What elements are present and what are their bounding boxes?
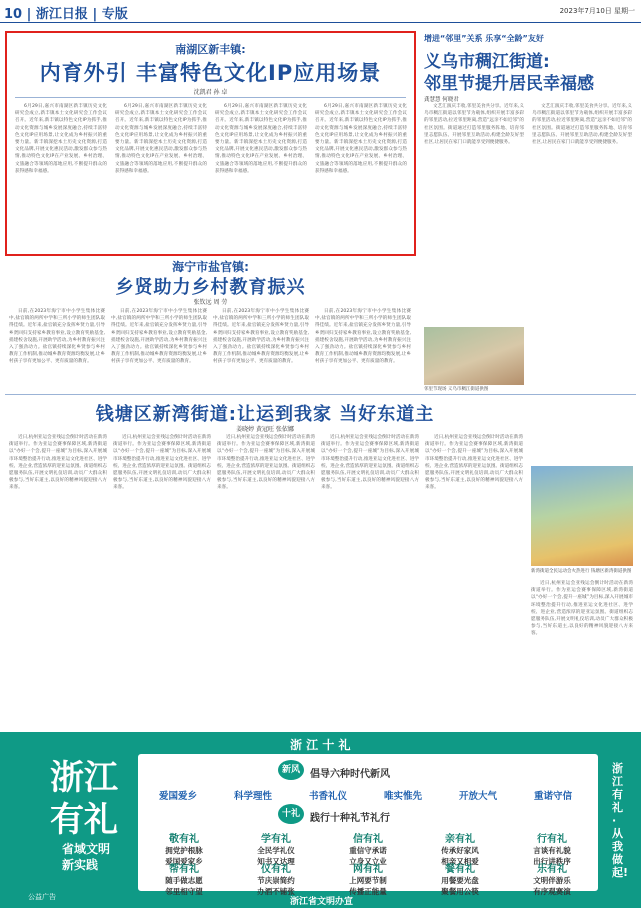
mid-body: 日前,在2023年海宁市中小学生集体比赛中,盐官镇的两所中学和三所小学的师生团队取得佳绩。近年来,盐官镇充分发挥乡贤力量,引导乡贤回归支持家乡教育事业,设立教育奖励基金,捐建校舍设施,开展助学活动,为乡村教育振兴注入了强劲动力。盐官镇持续深化乡贤参与乡村教育工作机制,推动城乡教育资源均衡发展,让乡村孩子享有更加公平、更有质量的教育。 [9,309,105,365]
mid-body: 日前,在2023年海宁市中小学生集体比赛中,盐官镇的两所中学和三所小学的师生团队取得佳绩。近年来,盐官镇充分发挥乡贤力量,引导乡贤回归支持家乡教育事业,设立教育奖励基金,捐建校舍设施,开展助学活动,为乡村教育振兴注入了强劲动力。盐官镇持续深化乡贤参与乡村教育工作机制,推动城乡教育资源均衡发展,让乡村孩子享有更加公平、更有质量的教育。 [111,309,207,365]
banner-panel [138,754,598,896]
etiquette-line: 全民学礼仪 [257,846,295,855]
etiquette-card [322,860,414,897]
slogan-5: 开放大气 [458,791,497,802]
slogan-1: 爱国爱乡 [158,791,197,802]
lead-headline: 内育外引 丰富特色文化IP应用场景 [39,61,382,85]
bottom-headline: 钱塘区新湾街道:让运到我家 当好东道主 [95,404,435,425]
mid-body: 日前,在2023年海宁市中小学生集体比赛中,盐官镇的两所中学和三所小学的师生团队取得佳绩。近年来,盐官镇充分发挥乡贤力量,引导乡贤回归支持家乡教育事业,设立教育奖励基金,捐建校舍设施,开展助学活动,为乡村教育振兴注入了强劲动力。盐官镇持续深化乡贤参与乡村教育工作机制,推动城乡教育资源均衡发展,让乡村孩子享有更加公平、更有质量的教育。 [315,309,411,365]
right-article [420,31,636,391]
bottom-body: 近日,杭州亚运会亚残运会倒计时活动在新湾街道举行。作为亚运会赛事保障区域,新湾街道以“办好一个会,提升一座城”为目标,深入开展城市环境整治提升行动,推进亚运文化进社区、进学校、进企业,营造浓厚的迎亚运氛围。街道组织志愿服务队伍,开展文明礼仪培训,动员广大群众积极参与,当好东道主,以良好的精神风貌迎接八方来客。 [321,435,419,491]
newspaper-name: 浙江日报 [35,7,88,22]
bottom-body: 近日,杭州亚运会亚残运会倒计时活动在新湾街道举行。作为亚运会赛事保障区域,新湾街道以“办好一个会,提升一座城”为目标,深入开展城市环境整治提升行动,推进亚运文化进社区、进学校、进企业,营造浓厚的迎亚运氛围。街道组织志愿服务队伍,开展文明礼仪培训,动员广大群众积极参与,当好东道主,以良好的精神风貌迎接八方来客。 [113,435,211,491]
bottom-body: 近日,杭州亚运会亚残运会倒计时活动在新湾街道举行。作为亚运会赛事保障区域,新湾街道以“办好一个会,提升一座城”为目标,深入开展城市环境整治提升行动,推进亚运文化进社区、进学校、进企业,营造浓厚的迎亚运氛围。街道组织志愿服务队伍,开展文明礼仪培训,动员广大群众积极参与,当好东道主,以良好的精神风貌迎接八方来客。 [217,435,315,491]
page-number: 10 [4,7,23,22]
mid-column-4 [315,308,411,390]
bottom-column-3 [217,434,315,724]
slogan-6: 重诺守信 [533,791,572,802]
sports-meet-photo [531,466,633,566]
slogan-2: 科学理性 [233,791,272,802]
etiquette-card [138,860,230,897]
etiquette-line: 有序观赛演 [533,887,571,896]
bottom-column-2 [113,434,211,724]
banner-footer: 浙江省文明办宣 [290,897,354,907]
bottom-body: 近日,杭州亚运会亚残运会倒计时活动在新湾街道举行。作为亚运会赛事保障区域,新湾街道以“办好一个会,提升一座城”为目标,深入开展城市环境整治提升行动,推进亚运文化进社区、进学校、进企业,营造浓厚的迎亚运氛围。街道组织志愿服务队伍,开展文明礼仪培训,动员广大群众积极参与,当好东道主,以良好的精神风貌迎接八方来客。 [9,435,107,491]
lead-article-highlight[interactable] [5,31,416,256]
right-column-1 [424,103,524,323]
mid-column-2 [111,308,207,390]
bottom-byline: 姜晓婷 黄冠旺 张依娜 [236,426,294,433]
banner-title-line2: 有礼 [50,800,118,840]
etiquette-name: 信有礼 [353,834,383,845]
right-photo-caption: 邻里节现场 义乌市稠江街道供图 [424,387,489,392]
bottom-column-5 [425,434,523,724]
banner-footer-left: 公益广告 [28,893,56,901]
lead-kicker: 南湖区新丰镇: [175,43,246,56]
etiquette-line: 办酒不铺张 [257,887,295,896]
lead-column-3 [215,103,307,251]
etiquette-card [506,860,598,897]
etiquette-name: 行有礼 [537,834,567,845]
right-body: 文艺汇演庆丰收,邻里美食共分享。近年来,义乌市稠江街道以邻里节为载体,组织开展丰富多彩的邻里活动,拉近邻里距离,营造“远亲不如近邻”的社区氛围。街道通过打造邻里服务阵地、培育邻里志愿队伍、开展邻里互助活动,构建全龄友好型社区,让居民在家门口就能享受到便捷服务。 [532,104,632,146]
lead-body: 6月29日,嘉兴市南湖区新丰镇历史文化研究会成立,新丰镇本土文化研究会工作会议召开。近年来,新丰镇以特色文化IP为抓手,推动文化资源与城乡发展深度融合,持续丰富特色文化IP应用场景,让文化成为乡村振兴的重要力量。新丰镇深挖本土历史文化资源,打造文化品牌,开展文化惠民活动,激发群众参与热情,推动特色文化IP在产业发展、乡村治理、文旅融合等领域的落地应用,不断提升群众的获得感和幸福感。 [15,104,107,174]
etiquette-line: 传播正能量 [349,887,387,896]
etiquette-line: 立身又立业 [349,857,387,866]
etiquette-name: 敬有礼 [169,834,199,845]
lead-body: 6月29日,嘉兴市南湖区新丰镇历史文化研究会成立,新丰镇本土文化研究会工作会议召开。近年来,新丰镇以特色文化IP为抓手,推动文化资源与城乡发展深度融合,持续丰富特色文化IP应用场景,让文化成为乡村振兴的重要力量。新丰镇深挖本土历史文化资源,打造文化品牌,开展文化惠民活动,激发群众参与热情,推动特色文化IP在产业发展、乡村治理、文旅融合等领域的落地应用,不断提升群众的获得感和幸福感。 [115,104,207,174]
section-divider [5,394,636,395]
section1-badge: 新风 [278,760,304,780]
section2-title: 践行十种礼节礼行 [310,813,390,824]
lead-column-4 [315,103,407,251]
right-column-2 [532,103,632,323]
lead-body: 6月29日,嘉兴市南湖区新丰镇历史文化研究会成立,新丰镇本土文化研究会工作会议召开。近年来,新丰镇以特色文化IP为抓手,推动文化资源与城乡发展深度融合,持续丰富特色文化IP应用场景,让文化成为乡村振兴的重要力量。新丰镇深挖本土历史文化资源,打造文化品牌,开展文化惠民活动,激发群众参与热情,推动特色文化IP在产业发展、乡村治理、文旅融合等领域的落地应用,不断提升群众的获得感和幸福感。 [315,104,407,174]
slogan-3: 书香礼仪 [308,791,347,802]
slogan-4: 唯实惟先 [383,791,422,802]
lead-column-2 [115,103,207,251]
banner-subtitle-line2: 新实践 [62,858,99,872]
mid-byline: 张钦远 周 劳 [193,299,228,306]
etiquette-line: 爱国爱家乡 [165,857,203,866]
etiquette-card [414,860,506,897]
lead-rule [15,97,406,98]
etiquette-name: 帮有礼 [169,864,199,875]
mid-body: 日前,在2023年海宁市中小学生集体比赛中,盐官镇的两所中学和三所小学的师生团队取得佳绩。近年来,盐官镇充分发挥乡贤力量,引导乡贤回归支持家乡教育事业,设立教育奖励基金,捐建校舍设施,开展助学活动,为乡村教育振兴注入了强劲动力。盐官镇持续深化乡贤参与乡村教育工作机制,推动城乡教育资源均衡发展,让乡村孩子享有更加公平、更有质量的教育。 [213,309,309,365]
banner-subtitle-line1: 省域文明 [62,842,111,856]
etiquette-name: 仪有礼 [261,864,291,875]
etiquette-name: 学有礼 [261,834,291,845]
issue-date: 2023年7月10日 星期一 [559,7,635,15]
etiquette-line: 上网要节制 [349,876,387,885]
bottom-column-1 [9,434,107,724]
etiquette-card [230,860,322,897]
section2-badge: 十礼 [278,804,304,824]
etiquette-line: 节庆崇简约 [257,876,295,885]
etiquette-line: 相亲又相爱 [441,857,479,866]
etiquette-line: 拥党护根脉 [165,846,203,855]
bottom-body: 近日,杭州亚运会亚残运会倒计时活动在新湾街道举行。作为亚运会赛事保障区域,新湾街道以“办好一个会,提升一座城”为目标,深入开展城市环境整治提升行动,推进亚运文化进社区、进学校、进企业,营造浓厚的迎亚运氛围。街道组织志愿服务队伍,开展文明礼仪培训,动员广大群众积极参与,当好东道主,以良好的精神风貌迎接八方来客。 [531,581,633,637]
public-service-ad [0,732,641,908]
page-header [0,0,641,23]
etiquette-name: 网有礼 [353,864,383,875]
etiquette-line: 言谈有礼貌 [533,846,571,855]
etiquette-name: 餐有礼 [445,864,475,875]
mid-headline: 乡贤助力乡村教育振兴 [115,277,306,298]
section-name: 专版 [101,7,128,22]
etiquette-name: 乐有礼 [537,864,567,875]
mid-kicker: 海宁市盐官镇: [172,260,249,274]
bottom-body: 近日,杭州亚运会亚残运会倒计时活动在新湾街道举行。作为亚运会赛事保障区域,新湾街道以“办好一个会,提升一座城”为目标,深入开展城市环境整治提升行动,推进亚运文化进社区、进学校、进企业,营造浓厚的迎亚运氛围。街道组织志愿服务队伍,开展文明礼仪培训,动员广大群众积极参与,当好东道主,以良好的精神风貌迎接八方来客。 [425,435,523,491]
bottom-article [5,396,636,728]
etiquette-line: 知书又达理 [257,857,295,866]
lead-column-1 [15,103,107,251]
banner-title-line1: 浙江 [50,758,118,798]
mid-column-1 [9,308,105,390]
right-headline-1: 义乌市稠江街道: [424,52,550,72]
lead-byline: 沈凯君 孙 卓 [193,89,228,96]
right-body: 文艺汇演庆丰收,邻里美食共分享。近年来,义乌市稠江街道以邻里节为载体,组织开展丰富多彩的邻里活动,拉近邻里距离,营造“远亲不如近邻”的社区氛围。街道通过打造邻里服务阵地、培育邻里志愿队伍、开展邻里互助活动,构建全龄友好型社区,让居民在家门口就能享受到便捷服务。 [424,104,524,146]
etiquette-line: 文明伴游乐 [533,876,571,885]
right-kicker: 增进“邻里”关系 乐享“全龄”友好 [424,34,544,43]
etiquette-line: 随手做志愿 [165,876,203,885]
etiquette-line: 聚餐用公筷 [441,887,479,896]
etiquette-line: 传承好家风 [441,846,479,855]
etiquette-line: 重信守承诺 [349,846,387,855]
banner-top-title: 浙 江 十 礼 [290,738,351,752]
etiquette-line: 邻里相守望 [165,887,203,896]
lead-body: 6月29日,嘉兴市南湖区新丰镇历史文化研究会成立,新丰镇本土文化研究会工作会议召开。近年来,新丰镇以特色文化IP为抓手,推动文化资源与城乡发展深度融合,持续丰富特色文化IP应用场景,让文化成为乡村振兴的重要力量。新丰镇深挖本土历史文化资源,打造文化品牌,开展文化惠民活动,激发群众参与热情,推动特色文化IP在产业发展、乡村治理、文旅融合等领域的落地应用,不断提升群众的获得感和幸福感。 [215,104,307,174]
banner-vertical-slogan: 浙江有礼·从我做起! [612,762,629,879]
bottom-photo-caption: 新湾街道全民运动会火热进行 钱塘区新湾街道供图 [531,569,632,574]
bottom-column-6 [531,580,633,724]
mid-column-3 [213,308,309,390]
middle-article [5,258,416,392]
etiquette-line: 用餐要光盘 [441,876,479,885]
right-headline-2: 邻里节提升居民幸福感 [424,74,594,94]
bottom-column-4 [321,434,419,724]
section1-title: 倡导六种时代新风 [310,769,390,780]
page-folio: 10 | 浙江日报 | 专版 [4,7,128,22]
etiquette-line: 出行讲秩序 [533,857,571,866]
neighborhood-festival-photo [424,327,524,385]
right-byline: 龚慧慧 何晓君 [424,97,459,103]
etiquette-name: 亲有礼 [445,834,475,845]
